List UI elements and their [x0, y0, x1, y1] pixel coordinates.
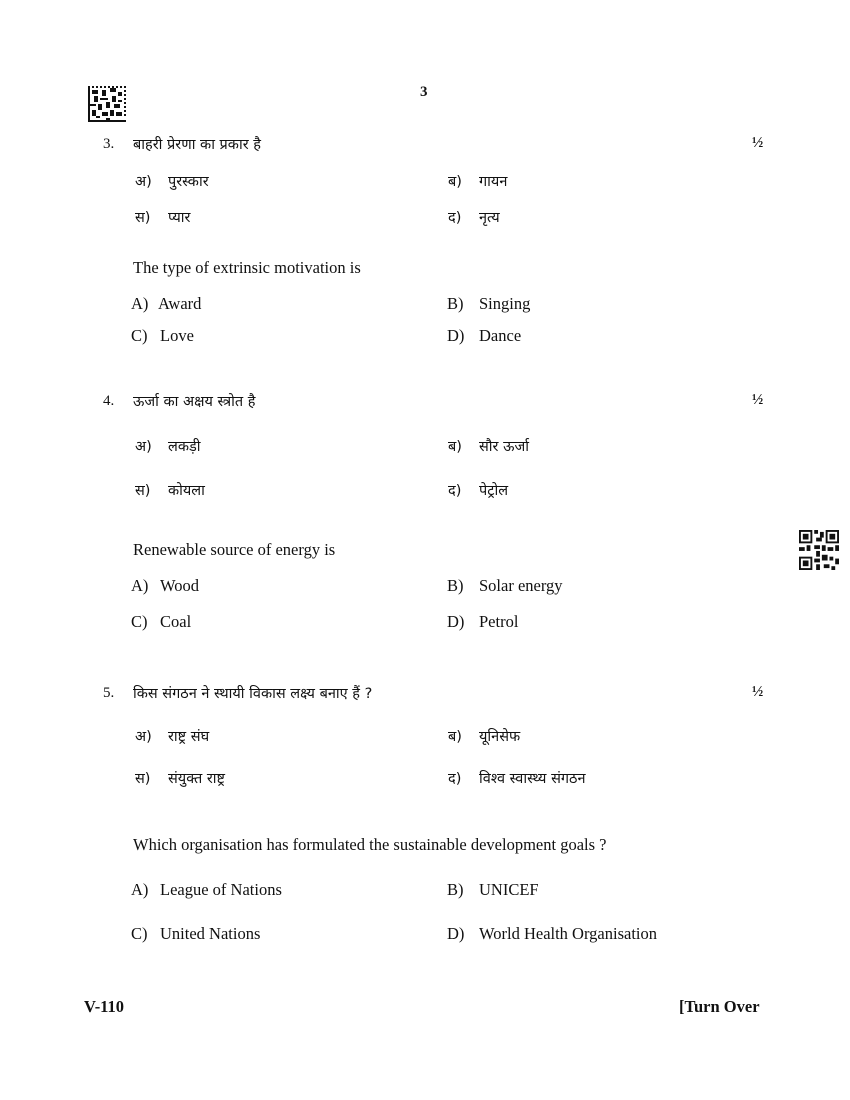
question-marks: ½: [752, 135, 764, 151]
option-label: अ): [135, 439, 152, 455]
option-label: ब): [448, 729, 462, 745]
option-label: D): [447, 924, 465, 943]
option-label: B): [447, 880, 464, 899]
question-hindi-text: ऊर्जा का अक्षय स्त्रोत है: [133, 394, 256, 410]
option-text: Dance: [479, 326, 522, 345]
option-text: विश्व स्वास्थ्य संगठन: [479, 771, 586, 787]
question-english-text: Renewable source of energy is: [133, 540, 336, 559]
datamatrix-code: [88, 86, 126, 122]
option-label: स): [135, 483, 151, 499]
option-text: पुरस्कार: [168, 174, 209, 190]
option-text: World Health Organisation: [479, 924, 657, 943]
question-number: 3.: [103, 136, 115, 152]
option-label: B): [447, 576, 464, 595]
paper-code: V-110: [84, 997, 125, 1016]
option-label: C): [131, 612, 148, 631]
page-number: 3: [420, 84, 428, 100]
question-hindi-text: बाहरी प्रेरणा का प्रकार है: [133, 137, 261, 153]
option-label: द): [448, 771, 462, 787]
option-text: Coal: [160, 612, 192, 631]
option-text: League of Nations: [160, 880, 282, 899]
question-english-text: Which organisation has formulated the sustainable development goals ?: [133, 835, 607, 854]
option-label: अ): [135, 729, 152, 745]
option-text: लकड़ी: [168, 439, 201, 455]
option-label: D): [447, 612, 465, 631]
option-text: पेट्रोल: [479, 483, 509, 499]
option-label: C): [131, 924, 148, 943]
question-english-text: The type of extrinsic motivation is: [133, 258, 361, 277]
option-text: Singing: [479, 294, 531, 313]
question-marks: ½: [752, 392, 764, 408]
option-text: सौर ऊर्जा: [479, 439, 529, 455]
option-text: यूनिसेफ: [479, 729, 521, 745]
option-text: UNICEF: [479, 880, 539, 899]
option-text: Love: [160, 326, 194, 345]
qr-code: [799, 530, 839, 570]
option-text: Solar energy: [479, 576, 563, 595]
question-hindi-text: किस संगठन ने स्थायी विकास लक्ष्य बनाए हैं ?: [133, 686, 373, 702]
option-text: नृत्य: [479, 210, 500, 226]
option-label: अ): [135, 174, 152, 190]
option-label: D): [447, 326, 465, 345]
option-label: B): [447, 294, 464, 313]
option-label: C): [131, 326, 148, 345]
option-text: गायन: [479, 174, 508, 190]
option-label: द): [448, 210, 462, 226]
option-label: A): [131, 880, 149, 899]
option-label: A): [131, 294, 149, 313]
option-text: Petrol: [479, 612, 519, 631]
question-number: 4.: [103, 393, 115, 409]
option-label: स): [135, 771, 151, 787]
option-label: A): [131, 576, 149, 595]
question-number: 5.: [103, 685, 115, 701]
option-label: द): [448, 483, 462, 499]
option-label: ब): [448, 439, 462, 455]
option-text: राष्ट्र संघ: [168, 729, 210, 745]
option-text: कोयला: [168, 483, 205, 499]
option-text: प्यार: [168, 210, 191, 226]
question-marks: ½: [752, 684, 764, 700]
option-text: United Nations: [160, 924, 261, 943]
option-label: स): [135, 210, 151, 226]
option-label: ब): [448, 174, 462, 190]
option-text: Wood: [160, 576, 200, 595]
turn-over-label: [Turn Over: [679, 997, 760, 1016]
option-text: Award: [158, 294, 202, 313]
option-text: संयुक्त राष्ट्र: [168, 771, 226, 787]
